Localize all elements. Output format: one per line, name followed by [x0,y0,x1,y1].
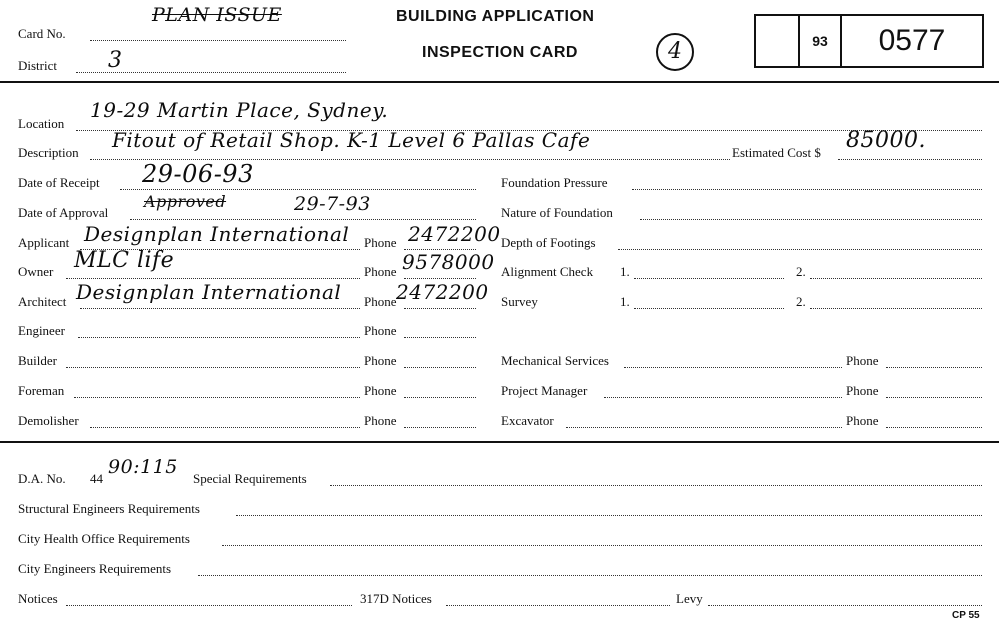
survey-line-2 [810,308,982,309]
alignment-check-line-1 [634,278,784,279]
date-of-receipt-value: 29-06-93 [142,160,254,188]
nature-of-foundation-line [640,219,982,220]
owner-phone: 9578000 [402,250,495,274]
foundation-pressure-line [632,189,982,190]
city-health-label: City Health Office Requirements [18,531,190,546]
architect-phone-line [404,308,476,309]
middle-rule [0,441,999,443]
engineer-phone-label: Phone [364,323,397,338]
owner-value: MLC life [74,248,175,273]
structural-engineers-line [236,515,982,516]
excavator-line [566,427,842,428]
card-number-boxes [754,14,984,68]
builder-line [66,367,360,368]
da-no-prefix: 44 [90,471,103,486]
excavator-phone-line [886,427,982,428]
demolisher-line [90,427,360,428]
date-of-approval-note: Approved [144,192,227,211]
architect-line [80,308,360,309]
special-requirements-line [330,485,982,486]
date-of-approval-line [130,219,476,220]
city-health-line [222,545,982,546]
number-box: 0577 [878,24,946,57]
mechanical-services-phone-label: Phone [846,353,879,368]
survey-label: Survey [501,294,538,309]
da-no-label: D.A. No. [18,471,66,486]
district-label: District [18,58,57,73]
survey-line-1 [634,308,784,309]
survey-1: 1. [620,294,630,309]
description-value: Fitout of Retail Shop. K-1 Level 6 Pallas Cafe [112,128,591,152]
levy-line [708,605,982,606]
depth-of-footings-line [618,249,982,250]
levy-label: Levy [676,591,703,606]
foreman-phone-line [404,397,476,398]
excavator-phone-label: Phone [846,413,879,428]
excavator-label: Excavator [501,413,554,428]
notices-317d-line [446,605,670,606]
foreman-phone-label: Phone [364,383,397,398]
alignment-check-1: 1. [620,264,630,279]
alignment-check-label: Alignment Check [501,264,594,279]
city-engineers-line [198,575,982,576]
card-no-value: PLAN ISSUE [152,4,282,26]
card-no-line [90,40,346,41]
mechanical-services-phone-line [886,367,982,368]
alignment-check-2: 2. [796,264,806,279]
project-manager-line [604,397,842,398]
architect-value: Designplan International [76,280,342,304]
description-label: Description [18,145,79,160]
location-value: 19-29 Martin Place, Sydney. [90,98,389,122]
date-of-approval-label: Date of Approval [18,205,109,220]
estimated-cost-line [838,159,982,160]
notices-317d-label: 317D Notices [360,591,432,606]
mechanical-services-line [624,367,842,368]
foundation-pressure-label: Foundation Pressure [501,175,608,190]
location-label: Location [18,116,65,131]
alignment-check-line-2 [810,278,982,279]
da-no-value: 90:115 [108,456,178,478]
date-of-receipt-label: Date of Receipt [18,175,100,190]
engineer-phone-line [404,337,476,338]
special-requirements-label: Special Requirements [193,471,307,486]
foreman-line [74,397,360,398]
form-code: CP 55 [952,610,980,621]
architect-phone-label: Phone [364,294,397,309]
notices-label: Notices [18,591,58,606]
applicant-value: Designplan International [84,222,350,246]
architect-label: Architect [18,294,67,309]
owner-phone-line [404,278,476,279]
applicant-label: Applicant [18,235,70,250]
demolisher-phone-label: Phone [364,413,397,428]
header-rule [0,81,999,83]
engineer-label: Engineer [18,323,65,338]
date-of-receipt-line [120,189,476,190]
year-box: 93 [800,16,842,66]
district-value: 3 [108,48,123,73]
demolisher-phone-line [404,427,476,428]
builder-label: Builder [18,353,57,368]
notices-line [66,605,352,606]
applicant-phone-label: Phone [364,235,397,250]
form-title-line1: BUILDING APPLICATION [396,8,595,25]
foreman-label: Foreman [18,383,65,398]
depth-of-footings-label: Depth of Footings [501,235,596,250]
engineer-line [78,337,360,338]
city-engineers-label: City Engineers Requirements [18,561,172,576]
demolisher-label: Demolisher [18,413,79,428]
owner-label: Owner [18,264,54,279]
owner-phone-label: Phone [364,264,397,279]
blank-box [756,16,800,66]
builder-phone-label: Phone [364,353,397,368]
owner-line [66,278,360,279]
project-manager-label: Project Manager [501,383,588,398]
date-of-approval-value: 29-7-93 [294,193,371,215]
circled-number: 4 [656,33,694,71]
nature-of-foundation-label: Nature of Foundation [501,205,613,220]
builder-phone-line [404,367,476,368]
project-manager-phone-line [886,397,982,398]
project-manager-phone-label: Phone [846,383,879,398]
estimated-cost-label: Estimated Cost $ [732,145,821,160]
survey-2: 2. [796,294,806,309]
architect-phone: 2472200 [396,280,489,304]
form-title-line2: INSPECTION CARD [422,44,578,61]
estimated-cost-value: 85000. [846,128,926,153]
applicant-phone: 2472200 [408,222,501,246]
mechanical-services-label: Mechanical Services [501,353,609,368]
structural-engineers-label: Structural Engineers Requirements [18,501,200,516]
card-no-label: Card No. [18,26,66,41]
